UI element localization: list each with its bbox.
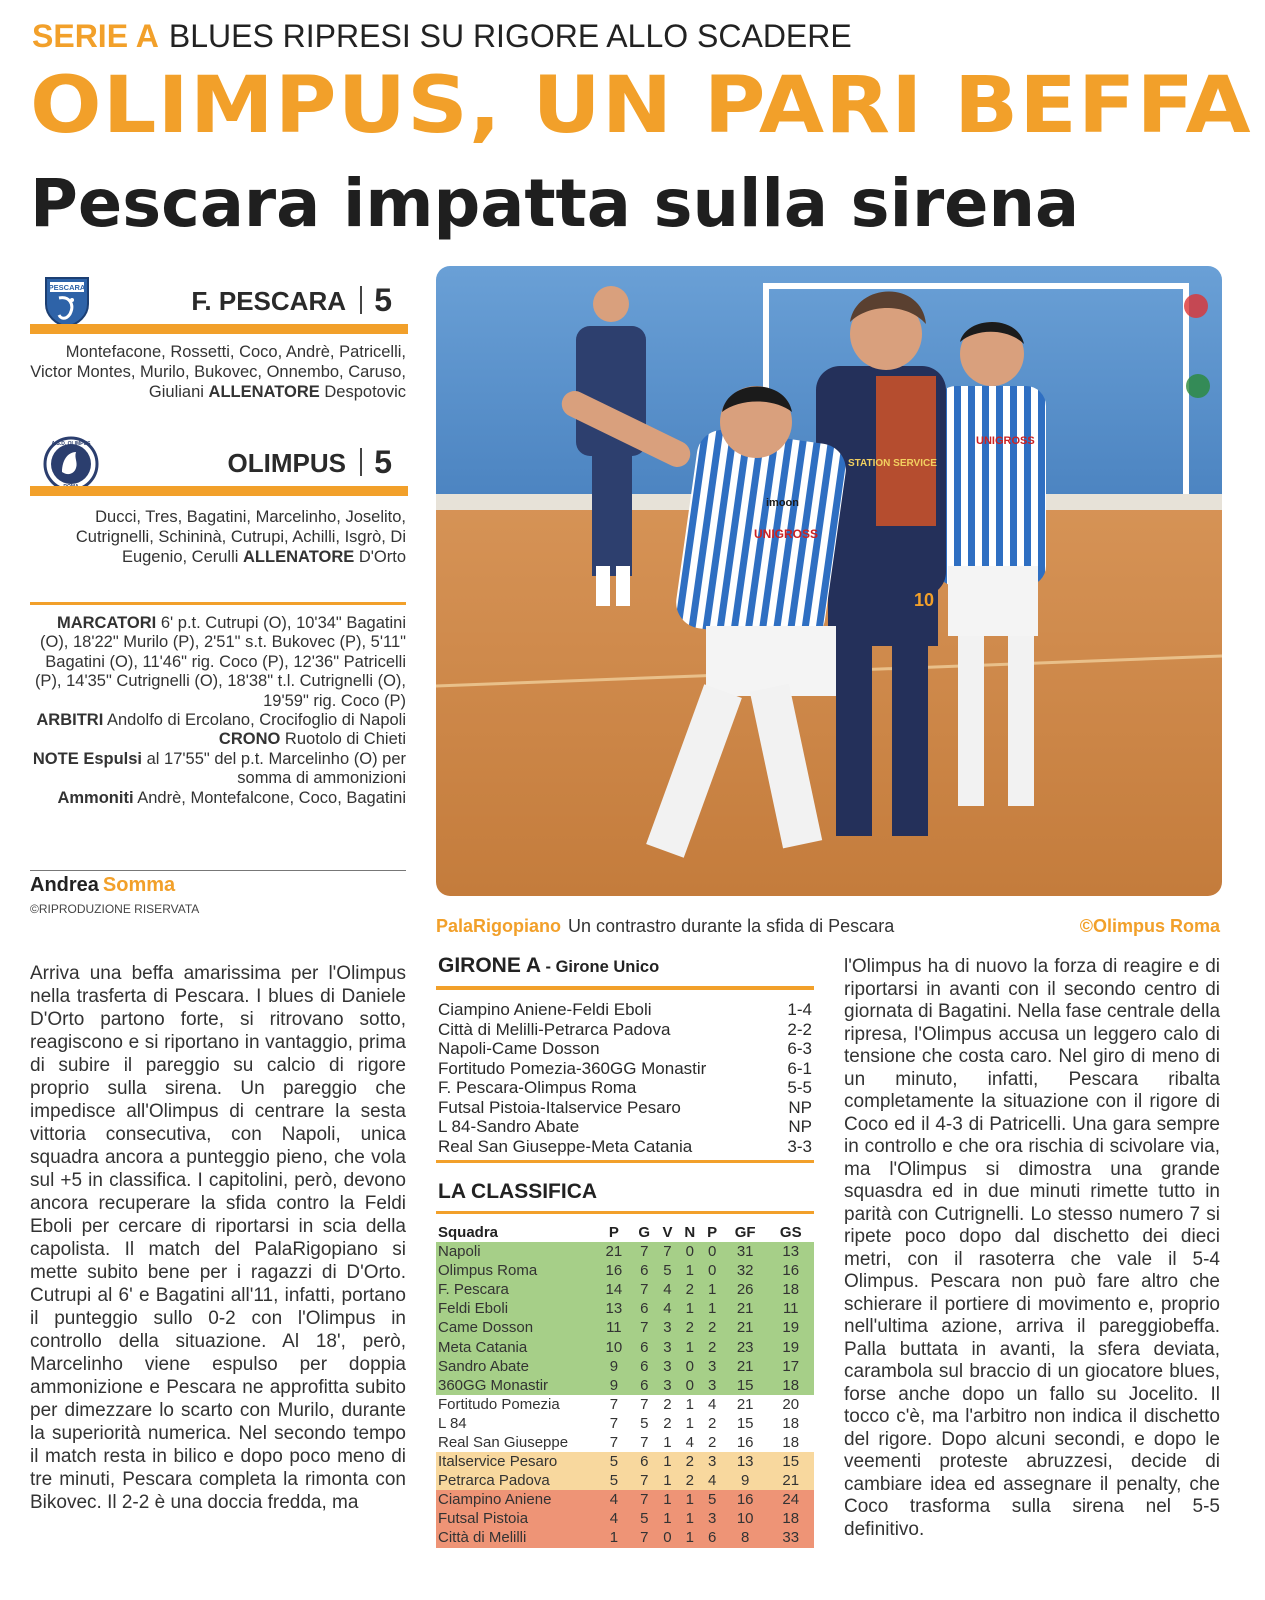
- svg-text:A.S.D. OLIMPUS: A.S.D. OLIMPUS: [51, 441, 91, 447]
- stat-cell: 1: [657, 1490, 678, 1509]
- stat-cell: 15: [723, 1414, 768, 1433]
- stat-cell: 15: [723, 1376, 768, 1395]
- score-divider: [360, 286, 362, 314]
- standings-row: [436, 1395, 814, 1414]
- stat-cell: 2: [678, 1280, 701, 1299]
- stat-cell: 1: [657, 1452, 678, 1471]
- stat-cell: 6: [632, 1376, 657, 1395]
- col-header: P: [707, 1223, 718, 1241]
- col-header: N: [684, 1223, 696, 1241]
- stat-cell: 2: [701, 1414, 722, 1433]
- stat-cell: 7: [596, 1395, 632, 1414]
- stat-cell: 13: [723, 1452, 768, 1471]
- stat-cell: 5: [596, 1471, 632, 1490]
- standings-row: [436, 1471, 814, 1490]
- result-match: Ciampino Aniene-Feldi Eboli: [438, 1000, 652, 1019]
- stat-cell: 6: [701, 1528, 722, 1547]
- stat-cell: 7: [596, 1433, 632, 1452]
- result-match: F. Pescara-Olimpus Roma: [438, 1078, 637, 1097]
- team-name-cell: Olimpus Roma: [436, 1261, 596, 1280]
- stat-cell: 20: [768, 1395, 815, 1414]
- results-divider: [436, 1160, 814, 1163]
- result-row: [438, 1059, 814, 1079]
- stat-cell: 2: [678, 1318, 701, 1337]
- stat-cell: 5: [701, 1490, 722, 1509]
- result-row: [438, 1020, 814, 1040]
- stat-cell: 7: [632, 1242, 657, 1261]
- stat-cell: 21: [768, 1471, 815, 1490]
- stat-cell: 3: [657, 1376, 678, 1395]
- result-row: [438, 1078, 814, 1098]
- stat-cell: 5: [596, 1452, 632, 1471]
- stat-cell: 6: [632, 1261, 657, 1280]
- match-photo: [436, 266, 1222, 896]
- standings-row: [436, 1318, 814, 1337]
- col-header: P: [608, 1223, 619, 1241]
- stat-cell: 1: [678, 1509, 701, 1528]
- stat-cell: 0: [678, 1376, 701, 1395]
- result-match: Napoli-Came Dosson: [438, 1039, 600, 1058]
- standings-row: [436, 1280, 814, 1299]
- stat-cell: 18: [768, 1433, 815, 1452]
- stat-cell: 4: [596, 1490, 632, 1509]
- home-coach: Despotovic: [324, 383, 406, 401]
- svg-text:STATION SERVICE: STATION SERVICE: [848, 458, 937, 469]
- standings-header-row: [436, 1222, 814, 1242]
- stat-cell: 1: [678, 1414, 701, 1433]
- stat-cell: 6: [632, 1299, 657, 1318]
- stat-cell: 8: [723, 1528, 768, 1547]
- girone-divider: [436, 986, 814, 990]
- team-name-cell: Fortitudo Pomezia: [436, 1395, 596, 1414]
- stat-cell: 16: [723, 1433, 768, 1452]
- team-name-cell: Sandro Abate: [436, 1357, 596, 1376]
- stat-cell: 3: [657, 1337, 678, 1356]
- away-team-name: OLIMPUS: [227, 448, 346, 478]
- home-lineup-players: Montefacone, Rossetti, Coco, Andrè, Patricelli, Victor Montes, Murilo, Bukovec, Onnembo, Caruso, Giuliani: [30, 343, 406, 401]
- stat-cell: 7: [632, 1318, 657, 1337]
- stat-cell: 3: [701, 1357, 722, 1376]
- score-divider: [360, 448, 362, 476]
- standings-title: LA CLASSIFICA: [438, 1180, 598, 1203]
- stat-cell: 3: [657, 1357, 678, 1376]
- result-row: [438, 1039, 814, 1059]
- result-score: 2-2: [787, 1019, 812, 1039]
- stat-cell: 1: [678, 1528, 701, 1547]
- booked-label: Ammoniti: [57, 788, 134, 807]
- stat-cell: 3: [657, 1318, 678, 1337]
- away-coach: D'Orto: [358, 548, 406, 566]
- stat-cell: 2: [701, 1318, 722, 1337]
- stat-cell: 5: [632, 1414, 657, 1433]
- timekeeper-label: CRONO: [218, 730, 281, 749]
- stat-cell: 10: [723, 1509, 768, 1528]
- result-match: Real San Giuseppe-Meta Catania: [438, 1136, 693, 1156]
- home-team-score: 5: [374, 282, 392, 318]
- expelled-label: Espulsi: [83, 749, 143, 768]
- svg-text:UNIGROSS: UNIGROSS: [976, 435, 1035, 447]
- stat-cell: 6: [632, 1452, 657, 1471]
- stat-cell: 21: [723, 1357, 768, 1376]
- stat-cell: 1: [657, 1509, 678, 1528]
- kicker: [32, 16, 852, 56]
- stat-cell: 15: [768, 1452, 815, 1471]
- stat-cell: 9: [723, 1471, 768, 1490]
- standings-table: [436, 1222, 814, 1548]
- result-row: [438, 1137, 814, 1157]
- scorers-list: 6' p.t. Cutrupi (O), 10'34" Bagatini (O), 18'22" Murilo (P), 2'51" s.t. Bukovec (P), 5'11" Bagatini (O), 11'46" rig. Coco (P), 12'36" Patricelli (P), 14'35" Cutrignelli (O), 18'38" t.l. Cutrignelli (O), 19'59" rig. Coco (P): [34, 614, 406, 710]
- stat-cell: 5: [632, 1509, 657, 1528]
- booked-list: Andrè, Montefalcone, Coco, Bagatini: [137, 788, 406, 807]
- notes-divider: [30, 602, 406, 605]
- standings-row: [436, 1414, 814, 1433]
- result-score: 3-3: [787, 1136, 812, 1156]
- article-column-right: l'Olimpus ha di nuovo la forza di reagire e di riportarsi in avanti con il secondo centro di giornata di Bagatini. Nella fase centrale della ripresa, l'Olimpus accusa un leggero calo di tensione che costa caro. Nel giro di meno di un minuto, infatti, Pescara ribalta completamente la situazione con il rigore di Coco ed il 4-3 di Patricelli. Una gara sempre in controllo e che ora rischia di scivolare via, ma l'Olimpus si dimostra una grande squasdra ed in due minuti rimette tutto in parità con Cutrignelli. Lo stesso numero 7 si ripete poco dopo dal dischetto dei dieci metri, con il rasoterra che vale il 5-4 Olimpus. Pescara non può fare altro che schierare il portiere di movimento e, proprio nell'ultima azione, arriva il pareggiobeffa. Palla buttata in avanti, la sfera deviata, carambola sul braccio di un giocatore blues, forse anche dopo un fallo su Jocelito. Il tocco c'è, ma l'arbitro non indica il dischetto del rigore. Dopo alcuni secondi, e dopo le veementi proteste abruzzesi, decide di cambiare idea ed assegnare il penalty, che Coco trasforma sulla sirena nel 5-5 definitivo.: [844, 956, 1221, 1540]
- pescara-logo-icon: [42, 274, 92, 328]
- home-team-header: [30, 274, 408, 334]
- standings-row: [436, 1261, 814, 1280]
- standings-row: [436, 1452, 814, 1471]
- team-name-cell: Meta Catania: [436, 1337, 596, 1356]
- stat-cell: 7: [632, 1528, 657, 1547]
- result-match: Fortitudo Pomezia-360GG Monastir: [438, 1058, 707, 1078]
- notes-label: NOTE: [32, 749, 79, 768]
- author-first-name: Andrea: [30, 874, 99, 896]
- stat-cell: 3: [701, 1376, 722, 1395]
- stat-cell: 1: [596, 1528, 632, 1547]
- stat-cell: 0: [678, 1357, 701, 1376]
- team-name-cell: Italservice Pesaro: [436, 1452, 596, 1471]
- team-name-cell: F. Pescara: [436, 1280, 596, 1299]
- stat-cell: 5: [657, 1261, 678, 1280]
- standings-row: [436, 1490, 814, 1509]
- stat-cell: 4: [701, 1471, 722, 1490]
- author-divider: [30, 870, 406, 871]
- stat-cell: 13: [768, 1242, 815, 1261]
- team-name-cell: Futsal Pistoia: [436, 1509, 596, 1528]
- stat-cell: 0: [701, 1242, 722, 1261]
- stat-cell: 2: [657, 1395, 678, 1414]
- stat-cell: 9: [596, 1376, 632, 1395]
- stat-cell: 7: [632, 1471, 657, 1490]
- stat-cell: 3: [701, 1509, 722, 1528]
- standings-divider: [436, 1211, 814, 1214]
- stat-cell: 11: [596, 1318, 632, 1337]
- stat-cell: 32: [723, 1261, 768, 1280]
- team-bar: [30, 324, 408, 334]
- team-name-cell: Feldi Eboli: [436, 1299, 596, 1318]
- author-last-name: Somma: [102, 874, 176, 896]
- results-list: [438, 1000, 814, 1156]
- stat-cell: 19: [768, 1337, 815, 1356]
- stat-cell: 1: [678, 1490, 701, 1509]
- stat-cell: 33: [768, 1528, 815, 1547]
- stat-cell: 17: [768, 1357, 815, 1376]
- team-name-cell: 360GG Monastir: [436, 1376, 596, 1395]
- standings-body: [436, 1242, 814, 1548]
- result-score: 6-3: [787, 1039, 812, 1058]
- copyright-notice: ©RIPRODUZIONE RISERVATA: [30, 902, 200, 916]
- stat-cell: 7: [632, 1433, 657, 1452]
- team-name-cell: Ciampino Aniene: [436, 1490, 596, 1509]
- stat-cell: 13: [596, 1299, 632, 1318]
- away-team-score: 5: [374, 444, 392, 480]
- stat-cell: 7: [632, 1280, 657, 1299]
- stat-cell: 6: [632, 1337, 657, 1356]
- stat-cell: 24: [768, 1490, 815, 1509]
- caption-text: Un contrastro durante la sfida di Pescara: [568, 916, 895, 936]
- referees-label: ARBITRI: [36, 711, 104, 730]
- stat-cell: 16: [596, 1261, 632, 1280]
- stat-cell: 7: [657, 1242, 678, 1261]
- stat-cell: 18: [768, 1376, 815, 1395]
- stat-cell: 19: [768, 1318, 815, 1337]
- stat-cell: 0: [678, 1242, 701, 1261]
- stat-cell: 0: [657, 1528, 678, 1547]
- stat-cell: 1: [657, 1433, 678, 1452]
- standings-row: [436, 1299, 814, 1318]
- caption-place: PalaRigopiano: [436, 916, 562, 936]
- photo-caption: [436, 916, 1222, 940]
- author-byline: [30, 874, 175, 897]
- svg-text:UNIGROSS: UNIGROSS: [754, 527, 819, 541]
- girone-subtitle: - Girone Unico: [545, 958, 660, 976]
- home-team-name: F. PESCARA: [191, 286, 346, 316]
- col-header: Squadra: [438, 1223, 499, 1241]
- standings-row: [436, 1337, 814, 1356]
- kicker-text: BLUES RIPRESI SU RIGORE ALLO SCADERE: [168, 18, 852, 54]
- stat-cell: 16: [723, 1490, 768, 1509]
- stat-cell: 4: [596, 1509, 632, 1528]
- coach-label: ALLENATORE: [208, 383, 320, 401]
- result-match: Futsal Pistoia-Italservice Pesaro: [438, 1097, 681, 1117]
- result-score: 5-5: [787, 1078, 812, 1097]
- stat-cell: 2: [678, 1452, 701, 1471]
- standings-row: [436, 1376, 814, 1395]
- stat-cell: 1: [678, 1337, 701, 1356]
- stat-cell: 14: [596, 1280, 632, 1299]
- stat-cell: 2: [678, 1471, 701, 1490]
- svg-text:imoon: imoon: [766, 497, 799, 509]
- away-team-lineup: [30, 507, 406, 567]
- scorers-label: MARCATORI: [56, 614, 157, 632]
- stat-cell: 23: [723, 1337, 768, 1356]
- team-name-cell: Petrarca Padova: [436, 1471, 596, 1490]
- stat-cell: 4: [701, 1395, 722, 1414]
- result-row: [438, 1000, 814, 1020]
- stat-cell: 18: [768, 1509, 815, 1528]
- referees-list: Andolfo di Ercolano, Crocifoglio di Napoli: [107, 711, 406, 730]
- kicker-section: SERIE A: [32, 18, 159, 54]
- subheadline: Pescara impatta sulla sirena: [30, 165, 1080, 242]
- svg-text:PESCARA: PESCARA: [48, 283, 86, 292]
- article-column-left: Arriva una beffa amarissima per l'Olimpus nella trasferta di Pescara. I blues di Daniele D'Orto partono forte, si ritrovano sotto, reagiscono e si riportano in vantaggio, prima di subire il pareggio su calcio di rigore proprio sulla sirena. Un pareggio che impedisce all'Olimpus di centrare la sesta vittoria consecutiva, con Napoli, unica squadra ancora a punteggio pieno, che vola sul +5 in classifica. I capitolini, però, devono ancora recuperare la sfida contro la Feldi Eboli per cercare di riportarsi in scia della capolista. Il match del PalaRigopiano si mette subito bene per i ragazzi di D'Orto. Cutrupi al 6' e Bagatini all'11, infatti, portano il punteggio sullo 0-2 con l'Olimpus in controllo della situazione. Al 18', però, Marcelinho viene espulso per doppia ammonizione e Pescara ne approfitta subito per dimezzare lo scarto con Murilo, durante la superiorità numerica. Nel secondo tempo il match resta in bilico e dopo poco meno di tre minuti, Pescara completa la rimonta con Bikovec. Il 2-2 è una doccia fredda, ma: [30, 963, 406, 1513]
- girone-name: GIRONE A: [438, 954, 542, 977]
- result-score: NP: [788, 1097, 812, 1117]
- result-score: 1-4: [787, 1000, 812, 1019]
- stat-cell: 18: [768, 1414, 815, 1433]
- team-name-cell: Came Dosson: [436, 1318, 596, 1337]
- stat-cell: 7: [632, 1395, 657, 1414]
- team-name-cell: Napoli: [436, 1242, 596, 1261]
- team-name-cell: Real San Giuseppe: [436, 1433, 596, 1452]
- stat-cell: 1: [701, 1299, 722, 1318]
- stat-cell: 1: [657, 1471, 678, 1490]
- result-row: [438, 1117, 814, 1137]
- result-score: NP: [788, 1117, 812, 1136]
- stat-cell: 18: [768, 1280, 815, 1299]
- headline: OLIMPUS, UN PARI BEFFA: [30, 61, 1252, 151]
- stat-cell: 1: [678, 1261, 701, 1280]
- result-match: Città di Melilli-Petrarca Padova: [438, 1019, 671, 1039]
- stat-cell: 10: [596, 1337, 632, 1356]
- away-lineup-players: Ducci, Tres, Bagatini, Marcelinho, Joselito, Cutrignelli, Schininà, Cutrupi, Achilli, Isgrò, Di Eugenio, Cerulli: [75, 508, 406, 566]
- stat-cell: 9: [596, 1357, 632, 1376]
- stat-cell: 16: [768, 1261, 815, 1280]
- timekeeper: Ruotolo di Chieti: [284, 730, 406, 749]
- stat-cell: 7: [596, 1414, 632, 1433]
- result-row: [438, 1098, 814, 1118]
- stat-cell: 4: [657, 1299, 678, 1318]
- stat-cell: 6: [632, 1357, 657, 1376]
- svg-text:10: 10: [914, 590, 935, 610]
- col-header: GF: [734, 1223, 756, 1241]
- standings-row: [436, 1433, 814, 1452]
- stat-cell: 7: [632, 1490, 657, 1509]
- team-name-cell: L 84: [436, 1414, 596, 1433]
- stat-cell: 21: [723, 1395, 768, 1414]
- stat-cell: 4: [678, 1433, 701, 1452]
- col-header: V: [662, 1223, 673, 1241]
- team-bar: [30, 486, 408, 496]
- team-name-cell: Città di Melilli: [436, 1528, 596, 1547]
- stat-cell: 31: [723, 1242, 768, 1261]
- expelled-text: al 17'55" del p.t. Marcelinho (O) per somma di ammonizioni: [146, 749, 406, 788]
- coach-label: ALLENATORE: [243, 548, 355, 566]
- result-match: L 84-Sandro Abate: [438, 1117, 580, 1136]
- result-score: 6-1: [787, 1058, 812, 1078]
- stat-cell: 2: [657, 1414, 678, 1433]
- stat-cell: 21: [723, 1318, 768, 1337]
- standings-row: [436, 1357, 814, 1376]
- stat-cell: 26: [723, 1280, 768, 1299]
- col-header: G: [638, 1223, 651, 1241]
- standings-row: [436, 1528, 814, 1547]
- stat-cell: 3: [701, 1452, 722, 1471]
- stat-cell: 21: [596, 1242, 632, 1261]
- stat-cell: 0: [701, 1261, 722, 1280]
- col-header: GS: [779, 1223, 802, 1241]
- standings-row: [436, 1509, 814, 1528]
- match-notes: [30, 614, 406, 808]
- stat-cell: 2: [701, 1433, 722, 1452]
- standings-row: [436, 1242, 814, 1261]
- stat-cell: 11: [768, 1299, 815, 1318]
- stat-cell: 2: [701, 1337, 722, 1356]
- olimpus-logo-icon: [42, 436, 92, 490]
- stat-cell: 1: [678, 1395, 701, 1414]
- girone-title: [438, 954, 659, 978]
- stat-cell: 1: [701, 1280, 722, 1299]
- stat-cell: 4: [657, 1280, 678, 1299]
- stat-cell: 21: [723, 1299, 768, 1318]
- away-team-header: [30, 436, 408, 496]
- stat-cell: 1: [678, 1299, 701, 1318]
- photo-credit: ©Olimpus Roma: [1079, 916, 1220, 936]
- home-team-lineup: [30, 342, 406, 402]
